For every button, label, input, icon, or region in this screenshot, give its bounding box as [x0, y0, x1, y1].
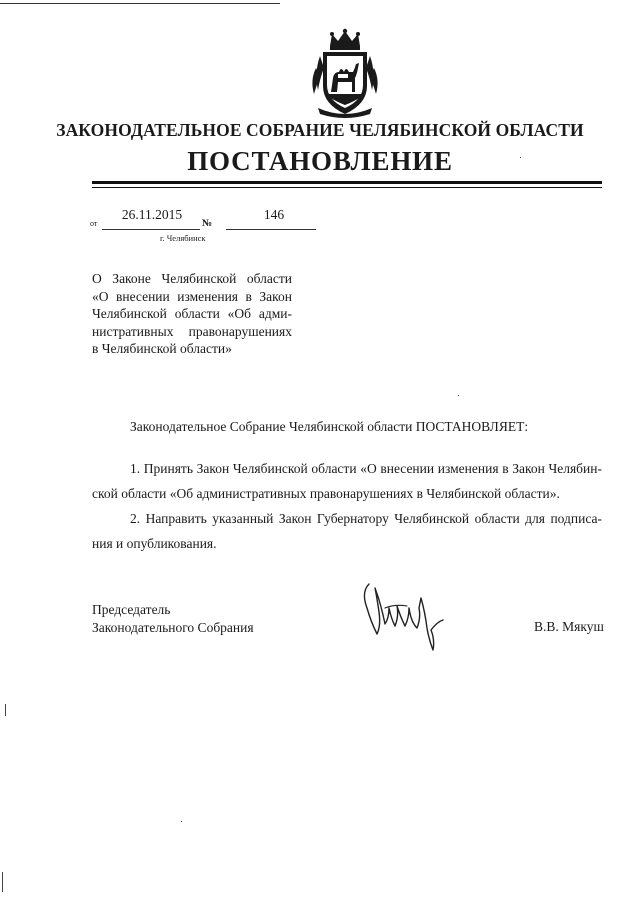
item-line: ния и опубликования. [92, 536, 217, 551]
document-type-title: ПОСТАНОВЛЕНИЕ [187, 146, 453, 176]
date-underline [102, 229, 200, 230]
item-line: ской области «Об административных правонарушениях в Челябинской области». [92, 486, 560, 501]
decree-statement: Законодательное Собрание Челябинской области ПОСТАНОВЛЯЕТ: [130, 419, 529, 434]
document-number: 146 [263, 207, 285, 222]
signatory-role [92, 601, 254, 637]
subject-line: Челябинской области «Об адми- [92, 306, 292, 321]
signatory-name: В.В. Мякуш [534, 619, 604, 634]
signatory-role-line: Председатель [92, 602, 171, 617]
document-date: 26.11.2015 [121, 207, 183, 222]
handwritten-signature [355, 578, 455, 658]
header-divider-thick [92, 181, 602, 184]
number-sign: № [202, 218, 213, 229]
number-underline [226, 229, 316, 230]
date-number-line [90, 207, 330, 233]
header-divider-thin [92, 187, 602, 188]
subject-line: «О внесении изменения в Закон [92, 288, 292, 304]
scan-speck [181, 821, 182, 822]
resolution-item-2 [92, 506, 602, 556]
scan-speck [458, 395, 459, 396]
item-line: 1. Принять Закон Челябинской области «О внесении изменения в Закон Челябин- [130, 461, 602, 476]
city-label: г. Челябинск [160, 233, 206, 243]
top-edge-rule [0, 3, 280, 4]
coat-of-arms-icon [308, 28, 382, 120]
subject-line: О Законе Челябинской области [92, 271, 292, 286]
scan-speck [520, 157, 521, 158]
scan-speck [5, 704, 6, 716]
signatory-role-line: Законодательного Собрания [92, 620, 254, 635]
subject-line: в Челябинской области» [92, 341, 232, 356]
date-prefix: от [90, 219, 98, 228]
item-line: 2. Направить указанный Закон Губернатору Челябинской области для подписа- [130, 511, 602, 526]
scan-speck [2, 872, 3, 892]
organization-title: ЗАКОНОДАТЕЛЬНОЕ СОБРАНИЕ ЧЕЛЯБИНСКОЙ ОБЛАСТИ [56, 120, 584, 140]
subject-line: нистративных правонарушениях [92, 323, 292, 339]
document-subject [92, 270, 292, 358]
resolution-item-1 [92, 456, 602, 506]
